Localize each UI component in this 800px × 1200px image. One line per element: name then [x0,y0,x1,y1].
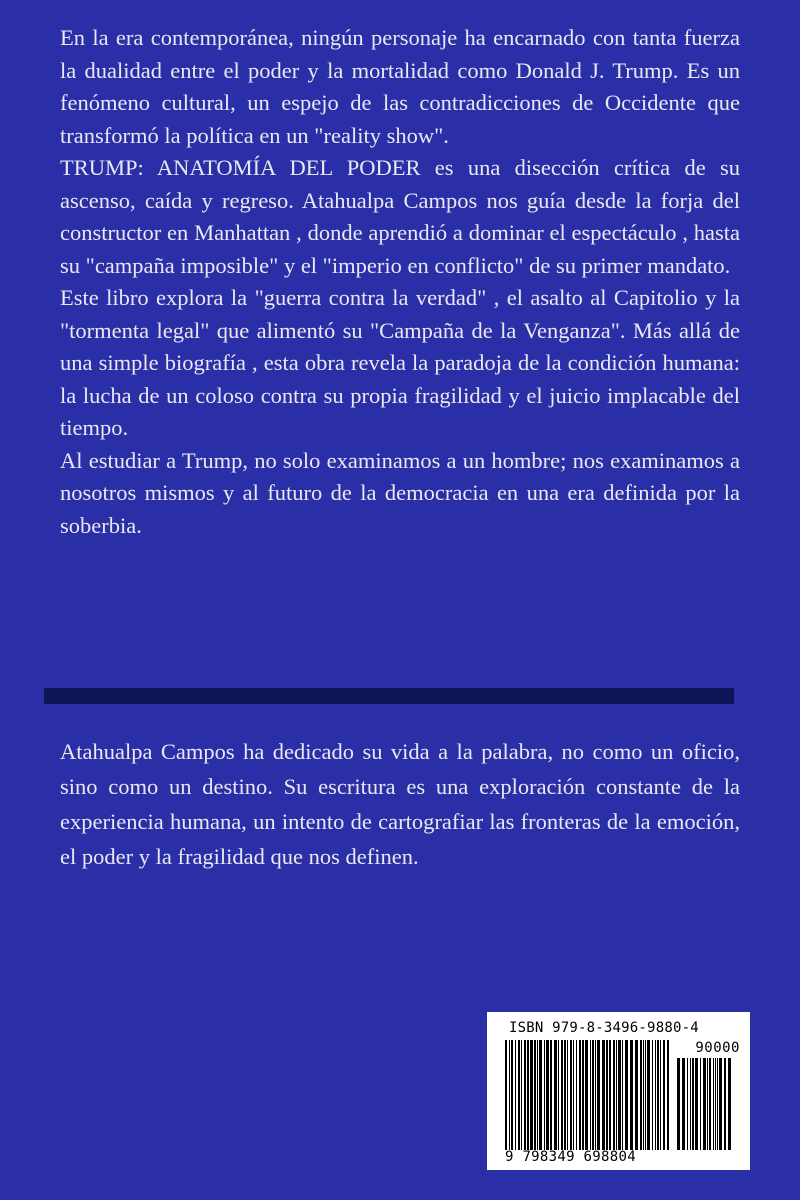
barcode-bar [655,1040,656,1150]
barcode-bar [564,1040,566,1150]
addon-barcode-bars [677,1058,733,1150]
barcode-bar [717,1058,718,1150]
blurb-paragraph: Este libro explora la "guerra contra la verdad" , el asalto al Capitolio y la "tormenta legal" que alimentó su "Campaña de la Venganza". Más allá de una simple biografía , esta obra revela la paradoja de la condición humana: la lucha de un coloso contra su propia fragilidad y el juicio implacable del tiempo. [60,285,740,440]
barcode-bar [505,1040,507,1150]
barcode-bar [692,1058,694,1150]
barcode-bar [524,1040,526,1150]
barcode-bar [652,1040,653,1150]
barcode-bar [592,1040,594,1150]
barcode-bar [625,1040,628,1150]
price-code: 90000 [695,1040,740,1056]
barcode-bar [707,1058,708,1150]
barcode-bar [567,1040,568,1150]
back-cover-blurb [60,22,740,542]
barcode-bar [728,1058,731,1150]
barcode-bar [534,1040,536,1150]
barcode-bar [539,1040,542,1150]
barcode-bar [618,1040,621,1150]
barcode-bar [703,1058,706,1150]
barcode-bar [511,1040,513,1150]
barcode-bar [579,1040,581,1150]
barcode-bar [713,1058,714,1150]
barcode-bar [700,1058,701,1150]
barcode-bar [606,1040,608,1150]
barcode-bar [544,1040,545,1150]
barcode-bar [643,1040,644,1150]
barcode-bar [570,1040,572,1150]
barcode-bar [613,1040,615,1150]
barcode-bar [590,1040,591,1150]
barcode-bar [554,1040,557,1150]
barcode-bar [518,1040,520,1150]
barcode-bar [657,1040,659,1150]
barcode-bar [609,1040,611,1150]
blurb-paragraph: TRUMP: ANATOMÍA DEL PODER es una disección crítica de su ascenso, caída y regreso. Atahualpa Campos nos guía desde la forja del constructor en Manhattan , donde aprendió a dominar el espectáculo , hasta su "campaña imposible" y el "imperio en conflicto" de su primer mandato. [60,155,740,278]
barcode-bar [595,1040,596,1150]
barcode-bar [585,1040,588,1150]
barcode-bar [546,1040,549,1150]
barcode-bar [687,1058,688,1150]
barcode-bar [576,1040,577,1150]
barcode-bar [640,1040,642,1150]
barcode-bar [537,1040,538,1150]
barcode-bar [660,1040,661,1150]
isbn-label: ISBN 979-8-3496-9880-4 [509,1020,699,1036]
barcode-bar [550,1040,552,1150]
barcode-bar [690,1058,691,1150]
barcode-bar [647,1040,650,1150]
ean-digits: 9 798349 698804 [505,1149,636,1165]
barcode-bar [682,1058,685,1150]
barcode-bar [582,1040,584,1150]
barcode-bar [630,1040,633,1150]
author-bio: Atahualpa Campos ha dedicado su vida a la palabra, no como un oficio, sino como un destino. Su escritura es una exploración constante de la experiencia humana, un intento de cartografiar las fronteras de la emoción, el poder y la fragilidad que nos definen. [60,739,740,869]
barcode-bar [719,1058,722,1150]
barcode-bar [561,1040,563,1150]
barcode-bar [667,1040,669,1150]
barcode-bar [724,1058,726,1150]
barcode-bar [597,1040,600,1150]
barcode-bar [695,1058,698,1150]
barcode-bar [622,1040,623,1150]
barcode-bar [521,1040,522,1150]
barcode-bar [509,1040,510,1150]
barcode-bar [663,1040,665,1150]
barcode-bar [709,1058,711,1150]
barcode-bar [677,1058,680,1150]
barcode-bar [715,1058,716,1150]
barcode-bar [616,1040,617,1150]
blurb-paragraph: En la era contemporánea, ningún personaje ha encarnado con tanta fuerza la dualidad entre el poder y la mortalidad como Donald J. Trump. Es un fenómeno cultural, un espejo de las contradicciones de Occidente que transformó la política en un "reality show". [60,25,740,148]
barcode-bar [573,1040,574,1150]
barcode-bar [645,1040,646,1150]
isbn-barcode [487,1012,750,1170]
ean-barcode-bars [505,1040,671,1150]
blurb-paragraph: Al estudiar a Trump, no solo examinamos a un hombre; nos examinamos a nosotros mismos y al futuro de la democracia en una era definida por la soberbia. [60,447,740,538]
barcode-bar [527,1040,529,1150]
barcode-bar [515,1040,516,1150]
barcode-bar [558,1040,559,1150]
barcode-bar [635,1040,638,1150]
section-divider [44,688,734,704]
barcode-bar [530,1040,533,1150]
barcode-bar [602,1040,605,1150]
